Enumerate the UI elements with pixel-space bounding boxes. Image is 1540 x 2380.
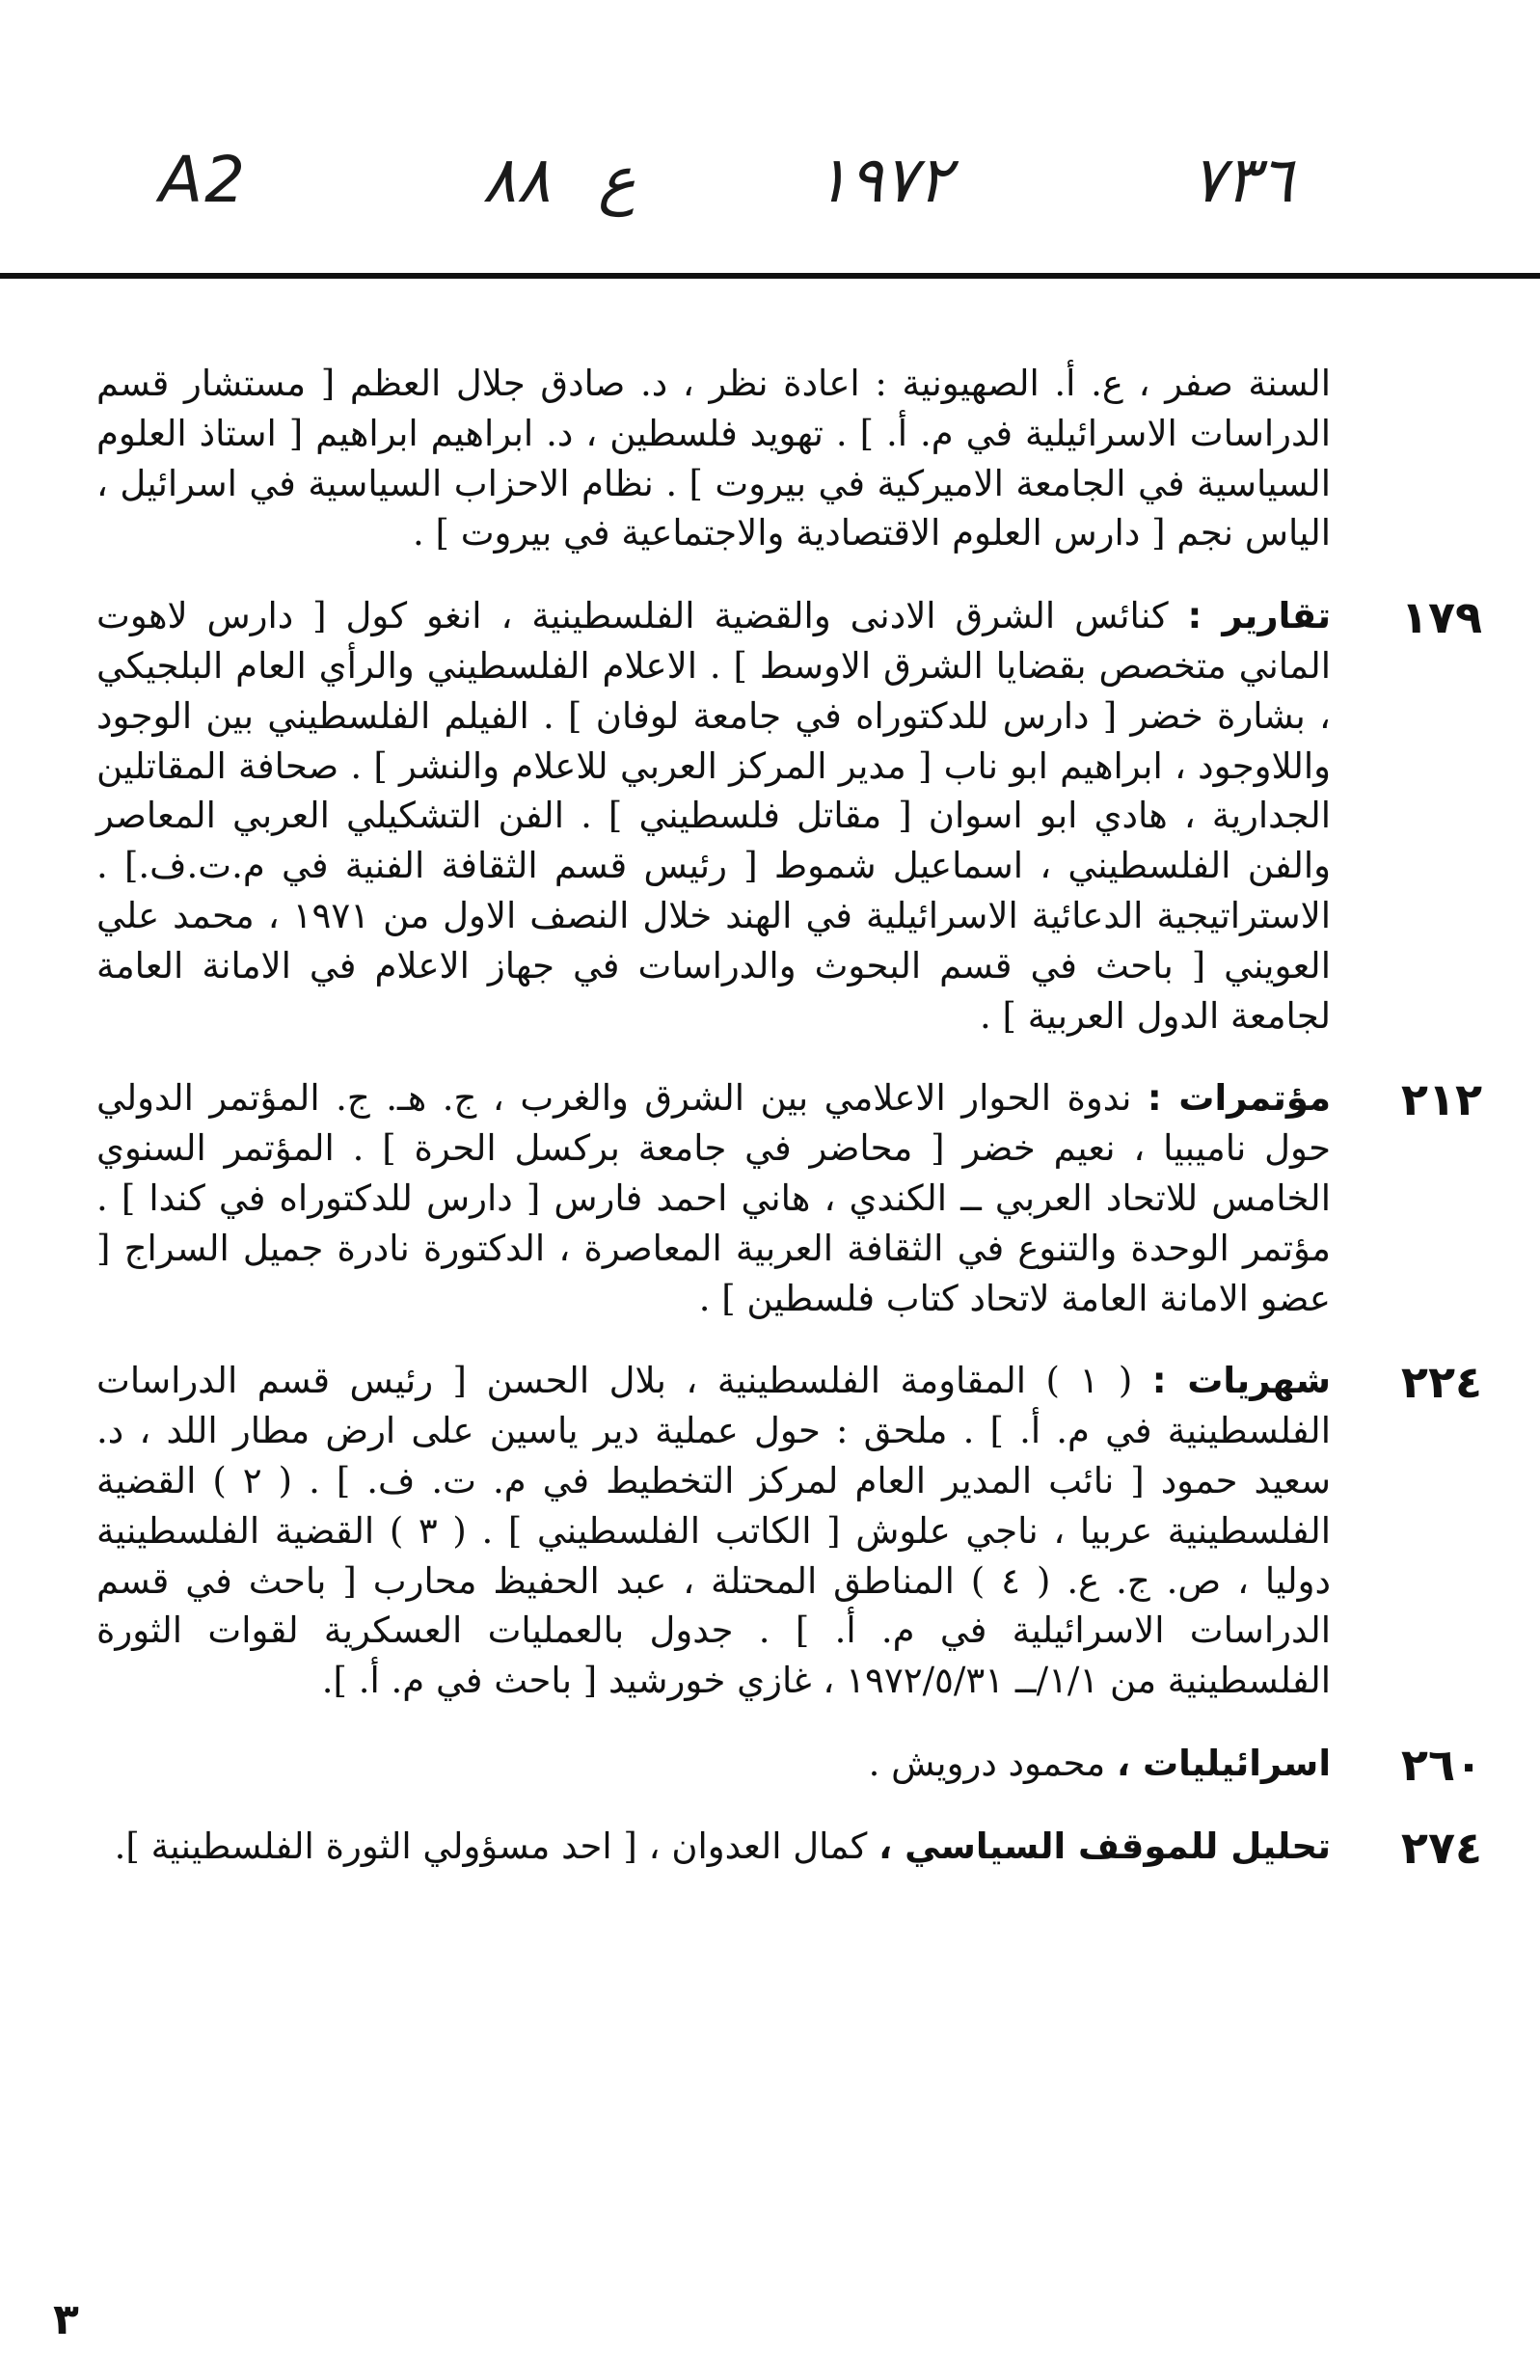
- table-of-contents: [96, 359, 1495, 1905]
- entry-description: كنائس الشرق الادنى والقضية الفلسطينية ، انغو كول [ دارس لاهوت الماني متخصص بقضايا الشرق الاوسط ] . الاعلام الفلسطيني والرأي العام البلجيكي ، بشارة خضر [ دارس للدكتوراه في جامعة لوفان ] . الفيلم الفلسطيني بين الوجود واللاوجود ، ابراهيم ابو ناب [ مدير المركز العربي للاعلام والنشر ] . صحافة المقاتلين الجدارية ، هادي ابو اسوان [ مقاتل فلسطيني ] . الفن التشكيلي العربي المعاصر والفن الفلسطيني ، اسماعيل شموط [ رئيس قسم الثقافة الفنية في م.ت.ف.] . الاستراتيجية الدعائية الاسرائيلية في الهند خلال النصف الاول من ١٩٧١ ، محمد علي العويني [ باحث في قسم البحوث والدراسات في جهاز الاعلام في الامانة العامة لجامعة الدول العربية ] .: [96, 595, 1332, 1037]
- entry-page-number: ٢١٢: [1400, 1073, 1483, 1126]
- entry-text-block: [96, 1739, 1331, 1789]
- toc-entry: [96, 359, 1495, 558]
- handwritten-mark: ٧٣٦: [1191, 143, 1294, 217]
- entry-label: تقارير :: [1187, 595, 1331, 637]
- entry-text-block: [96, 1822, 1331, 1872]
- toc-entry: [96, 1073, 1495, 1323]
- entry-page-number: ١٧٩: [1400, 591, 1483, 644]
- entry-text-block: [96, 591, 1331, 1041]
- entry-label: شهريات :: [1151, 1360, 1332, 1402]
- handwritten-mark: ع: [598, 143, 636, 217]
- entry-description: ( ١ ) المقاومة الفلسطينية ، بلال الحسن [ رئيس قسم الدراسات الفلسطينية في م. أ. ] . ملحق : حول عملية دير ياسين على ارض مطار اللد ، د. سعيد حمود [ نائب المدير العام لمركز التخطيط في م. ت. ف. ] . ( ٢ ) القضية الفلسطينية عربيا ، ناجي علوش [ الكاتب الفلسطيني ] . ( ٣ ) القضية الفلسطينية دوليا ، ص. ج. ع. ( ٤ ) المناطق المحتلة ، عبد الحفيظ محارب [ باحث في قسم الدراسات الاسرائيلية في م. أ. ] . جدول بالعمليات العسكرية لقوات الثورة الفلسطينية من ١/١/ــ ١٩٧٢/٥/٣١ ، غازي خورشيد [ باحث في م. أ. ].: [96, 1360, 1331, 1702]
- toc-entry: [96, 1739, 1495, 1789]
- entry-description: كمال العدوان ، [ احد مسؤولي الثورة الفلسطينية ].: [114, 1825, 868, 1867]
- handwritten-mark: ٨٨: [482, 143, 551, 217]
- header-rule: [0, 273, 1540, 279]
- entry-text-block: [96, 1356, 1331, 1706]
- toc-entry: [96, 591, 1495, 1041]
- entry-page-number: ٢٢٤: [1400, 1356, 1483, 1409]
- entry-description: ندوة الحوار الاعلامي بين الشرق والغرب ، ج. هـ. ج. المؤتمر الدولي حول ناميبيا ، نعيم خضر [ محاضر في جامعة بركسل الحرة ] . المؤتمر السنوي الخامس للاتحاد العربي ــ الكندي ، هاني احمد فارس [ دارس للدكتوراه في كندا ] . مؤتمر الوحدة والتنوع في الثقافة العربية المعاصرة ، الدكتورة نادرة جميل السراج [ عضو الامانة العامة لاتحاد كتاب فلسطين ] .: [96, 1077, 1331, 1319]
- entry-description: محمود درويش .: [868, 1742, 1106, 1784]
- entry-page-number: ٢٧٤: [1400, 1821, 1483, 1874]
- handwritten-mark: A2: [159, 143, 248, 217]
- toc-entry: [96, 1822, 1495, 1872]
- entry-description: السنة صفر ، ع. أ. الصهيونية : اعادة نظر ، د. صادق جلال العظم [ مستشار قسم الدراسات الاسرائيلية في م. أ. ] . تهويد فلسطين ، د. ابراهيم ابراهيم [ استاذ العلوم السياسية في الجامعة الاميركية في بيروت ] . نظام الاحزاب السياسية في اسرائيل ، الياس نجم [ دارس العلوم الاقتصادية والاجتماعية في بيروت ] .: [96, 363, 1331, 554]
- entry-label: اسرائيليات ،: [1117, 1742, 1331, 1784]
- entry-page-number: ٢٦٠: [1400, 1738, 1483, 1791]
- entry-label: مؤتمرات :: [1147, 1077, 1331, 1120]
- entry-label: تحليل للموقف السياسي ،: [878, 1825, 1331, 1867]
- handwritten-header: [0, 114, 1540, 258]
- handwritten-mark: ١٩٧٢: [815, 143, 952, 217]
- entry-text-block: [96, 1073, 1331, 1323]
- entry-text-block: [96, 359, 1331, 558]
- toc-entry: [96, 1356, 1495, 1706]
- page-number: ٣: [53, 2295, 79, 2344]
